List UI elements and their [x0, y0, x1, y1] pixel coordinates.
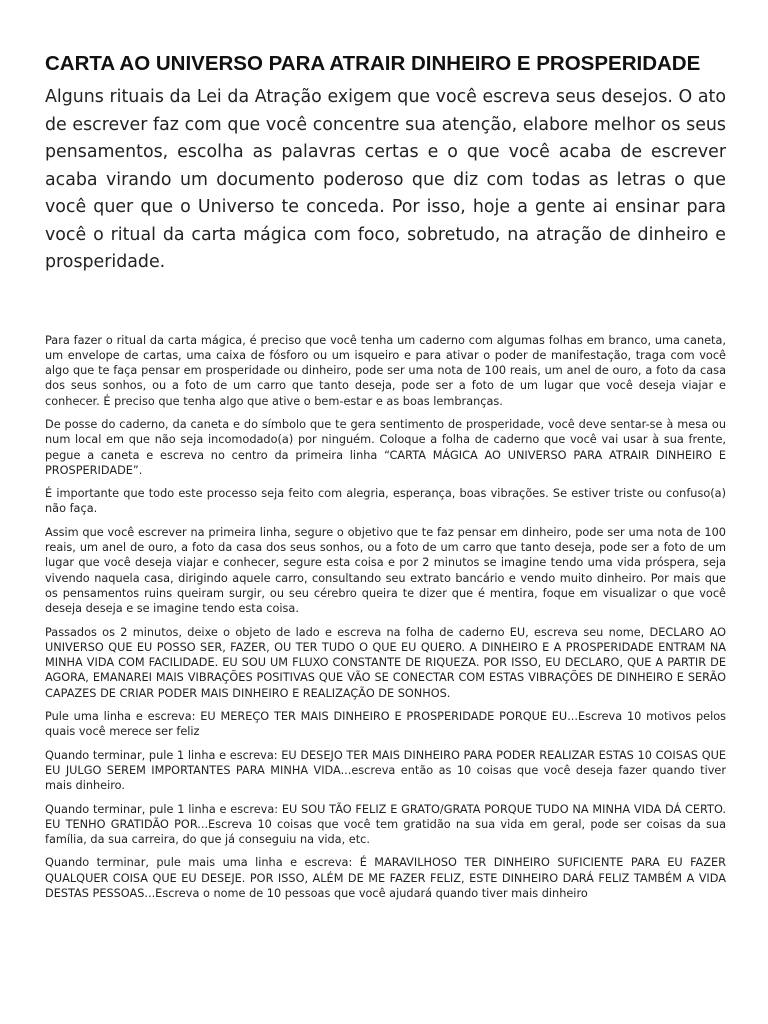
body-paragraph-2: De posse do caderno, da caneta e do símbolo que te gera sentimento de prosperidade, você deve sentar-se à mesa ou num local em que não seja incomodado(a) por ninguém. Coloque a folha de caderno que você vai usar à sua frente, pegue a caneta e escreva no centro da primeira linha “CARTA MÁGICA AO UNIVERSO PARA ATRAIR DINHEIRO E PROSPERIDADE”. [45, 417, 726, 477]
body-paragraph-6: Pule uma linha e escreva: EU MEREÇO TER MAIS DINHEIRO E PROSPERIDADE PORQUE EU...Escreva 10 motivos pelos quais você merece ser feliz [45, 710, 726, 739]
body-paragraph-9: Quando terminar, pule mais uma linha e escreva: É MARAVILHOSO TER DINHEIRO SUFICIENTE PARA EU FAZER QUALQUER COISA QUE EU DESEJE. POR ISSO, ALÉM DE ME FAZER FELIZ, ESTE DINHEIRO DARÁ FELIZ TAMBÉM A VIDA DESTAS PESSOAS...Escreva o nome de 10 pessoas que você ajudará quando tiver mais dinheiro [45, 856, 726, 900]
body-paragraph-3: É importante que todo este processo seja feito com alegria, esperança, boas vibrações. Se estiver triste ou confuso(a) não faça. [45, 487, 726, 516]
document-title: CARTA AO UNIVERSO PARA ATRAIR DINHEIRO E PROSPERIDADE [45, 52, 701, 75]
document-page [45, 47, 726, 909]
body-paragraph-4: Assim que você escrever na primeira linha, segure o objetivo que te faz pensar em dinheiro, pode ser uma nota de 100 reais, um anel de ouro, a foto da casa dos seus sonhos, ou a foto de um carro que tanto deseja, pode ser a foto de um lugar que você deseja viajar e conhecer, segure esta coisa e por 2 minutos se imagine tendo uma vida próspera, seja vivendo naquela casa, dirigindo aquele carro, consultando seu extrato bancário e vendo muito dinheiro. Por mais que os pensamentos ruins queiram surgir, ou seu cérebro queira te dizer que é mentira, foque em visualizar o que você deseja deseja e se imagine tendo esta coisa. [45, 525, 726, 616]
body-paragraph-5: Passados os 2 minutos, deixe o objeto de lado e escreva na folha de caderno EU, escreva seu nome, DECLARO AO UNIVERSO QUE EU POSSO SER, FAZER, OU TER TUDO O QUE EU QUERO. A DINHEIRO E A PROSPERIDADE ENTRAM NA MINHA VIDA COM FACILIDADE. EU SOU UM FLUXO CONSTANTE DE RIQUEZA. POR ISSO, EU DECLARO, QUE A PARTIR DE AGORA, EMANAREI MAIS VIBRAÇÕES POSITIVAS QUE VÃO SE CONECTAR COM ESTAS VIBRAÇÕES DE DINHEIRO E SERÃO CAPAZES DE CRIAR PODER MAIS DINHEIRO E REALIZAÇÃO DE SONHOS. [45, 625, 726, 700]
body-paragraph-8: Quando terminar, pule 1 linha e escreva: EU SOU TÃO FELIZ E GRATO/GRATA PORQUE TUDO NA MINHA VIDA DÁ CERTO. EU TENHO GRATIDÃO POR...Escreva 10 coisas que você tem gratidão na sua vida em geral, pode ser coisas da sua família, da sua carreira, do que já conseguiu na vida, etc. [45, 802, 726, 847]
body-paragraph-1: Para fazer o ritual da carta mágica, é preciso que você tenha um caderno com algumas folhas em branco, uma caneta, um envelope de cartas, uma caixa de fósforo ou um isqueiro e para ativar o poder de manifestação, traga com você algo que te faça pensar em prosperidade ou dinheiro, pode ser uma nota de 100 reais, um anel de ouro, a foto da casa dos seus sonhos, ou a foto de um carro que tanto deseja, pode ser a foto de um lugar que você deseja viajar e conhecer. É preciso que tenha algo que ative o bem-estar e as boas lembranças. [45, 333, 726, 408]
body-text [45, 333, 726, 902]
intro-paragraph: Alguns rituais da Lei da Atração exigem que você escreva seus desejos. O ato de escrever faz com que você concentre sua atenção, elabore melhor os seus pensamentos, escolha as palavras certas e o que você acaba de escrever acaba virando um documento poderoso que diz com todas as letras o que você quer que o Universo te conceda. Por isso, hoje a gente ai ensinar para você o ritual da carta mágica com foco, sobretudo, na atração de dinheiro e prosperidade. [45, 87, 726, 272]
body-paragraph-7: Quando terminar, pule 1 linha e escreva: EU DESEJO TER MAIS DINHEIRO PARA PODER REALIZAR ESTAS 10 COISAS QUE EU JULGO SEREM IMPORTANTES PARA MINHA VIDA...escreva então as 10 coisas que você deseja fazer quando tiver mais dinheiro. [45, 748, 726, 793]
